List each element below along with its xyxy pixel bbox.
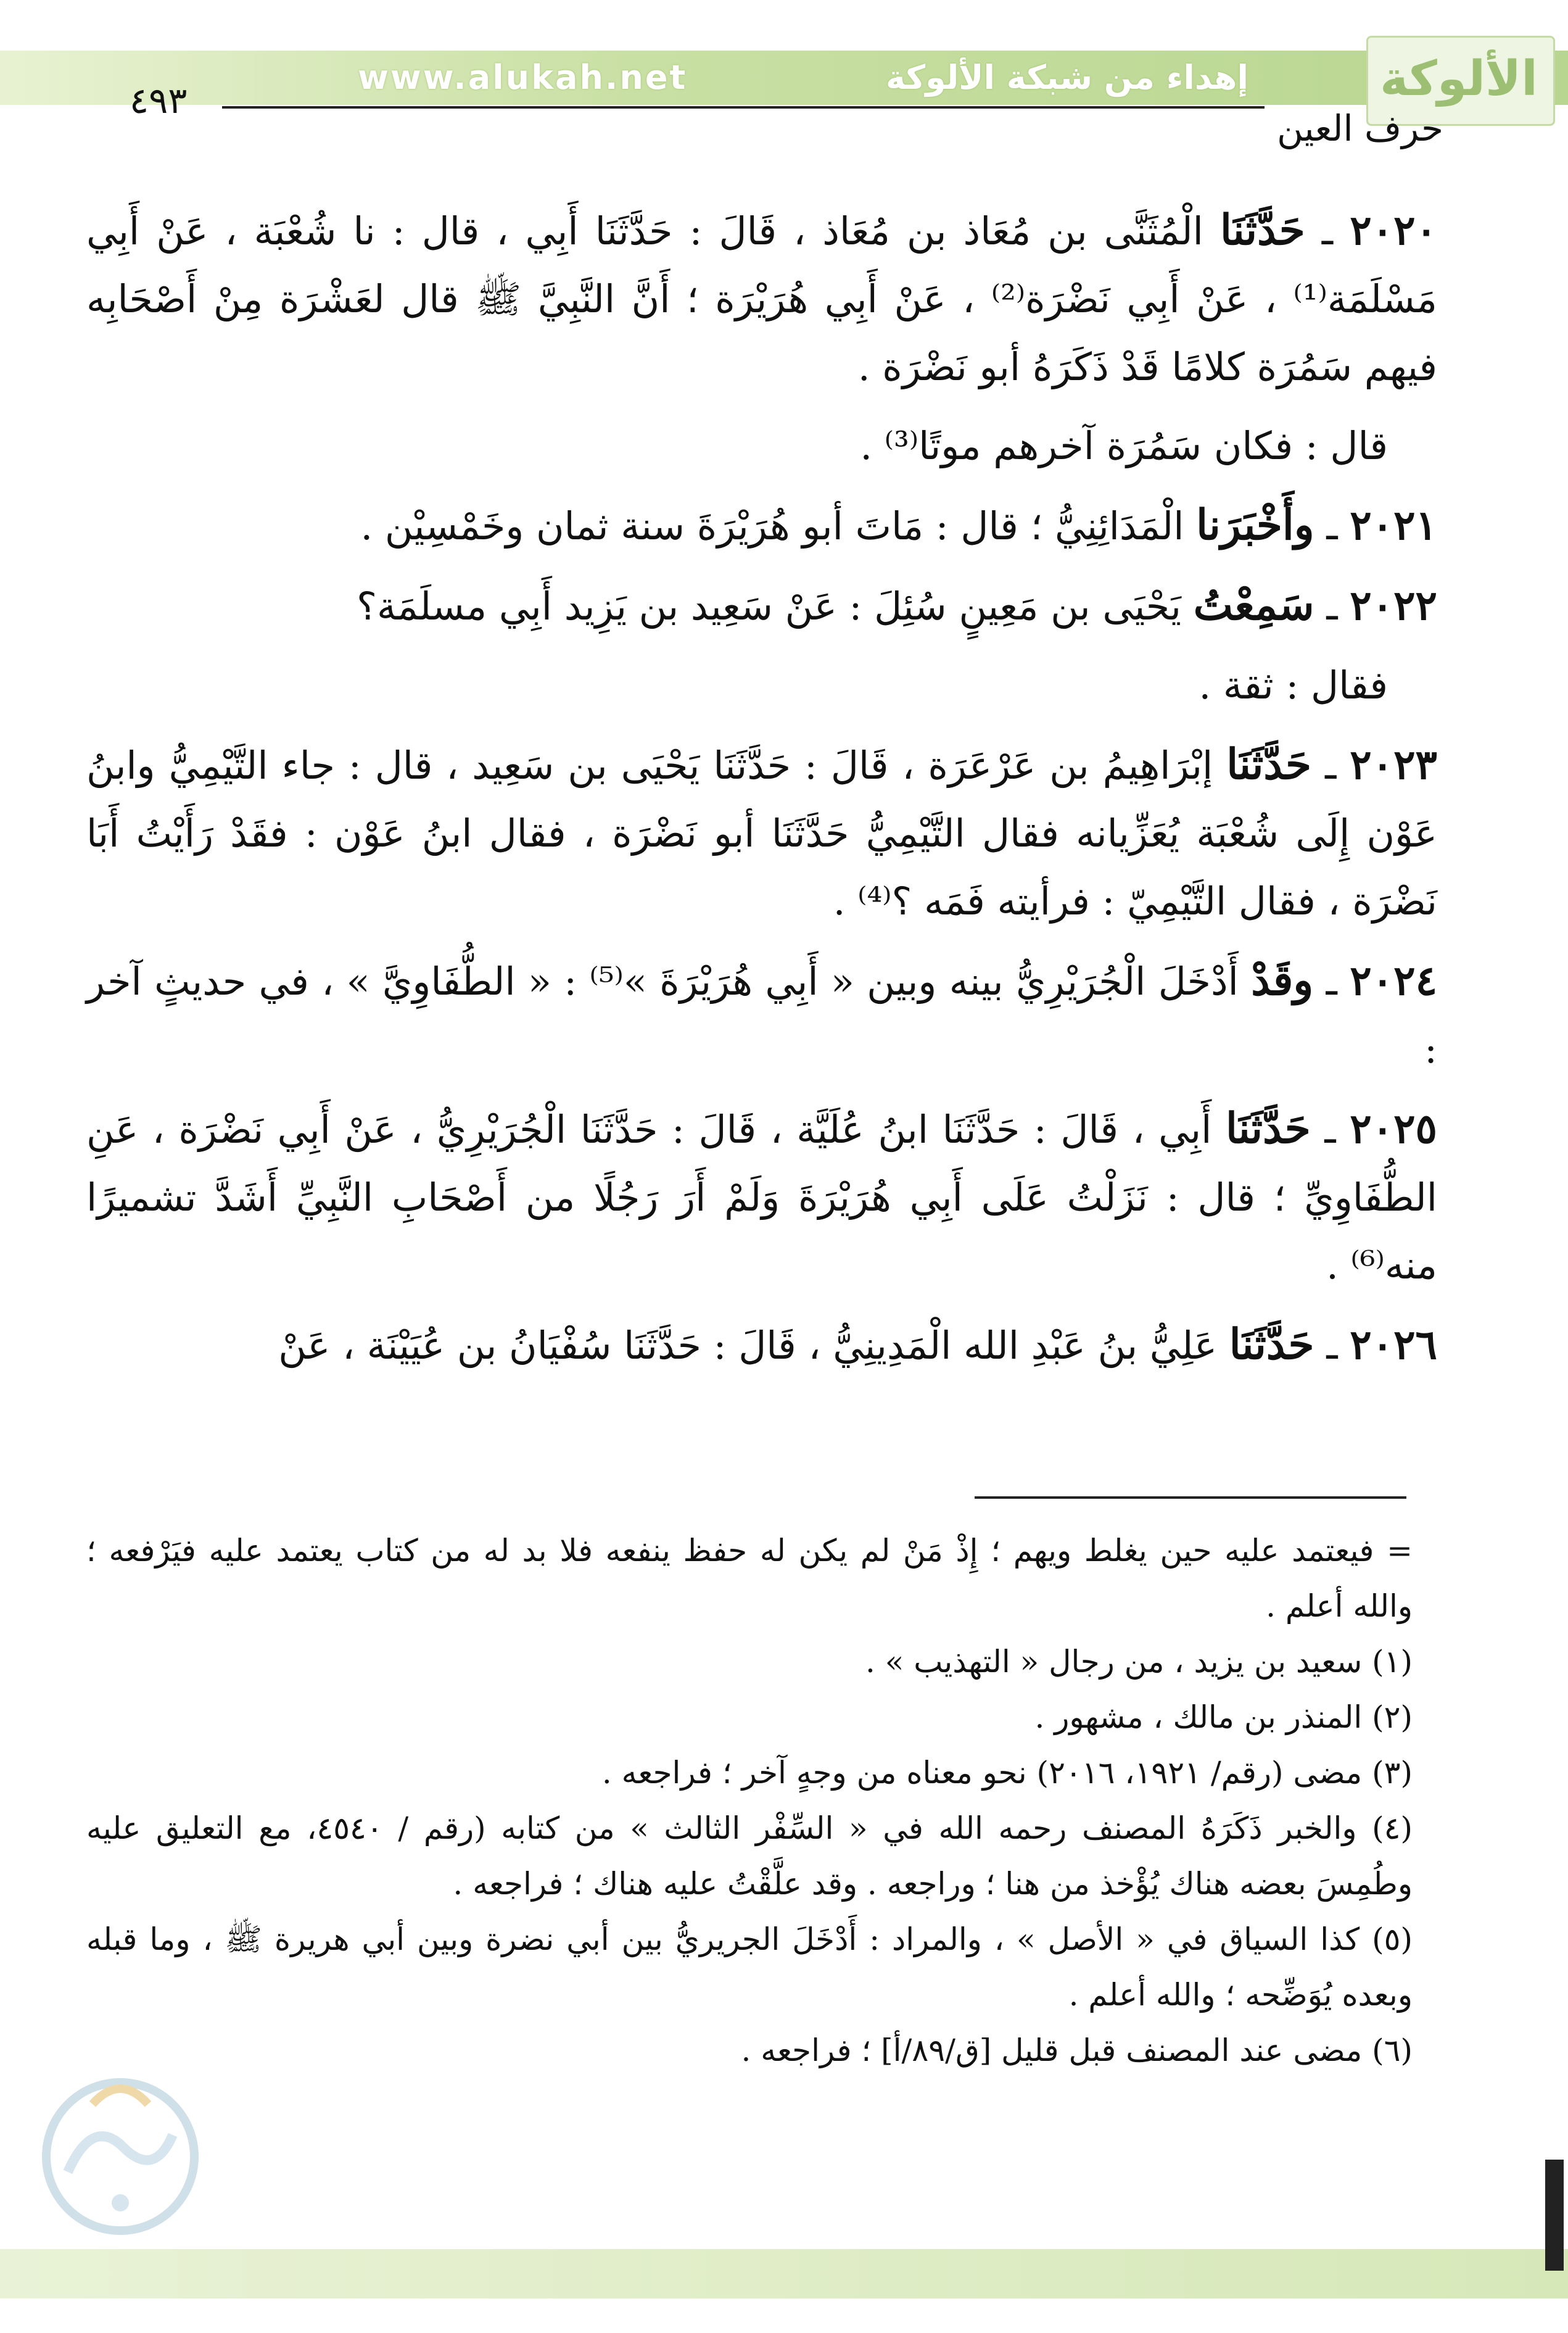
hadith-number: ٢٠٢٤ (1350, 956, 1438, 1005)
hadith-number: ٢٠٢٣ (1350, 740, 1437, 789)
banner-gift-text: إهداء من شبكة الألوكة (886, 58, 1248, 97)
hadith-lead: سَمِعْتُ (1193, 581, 1314, 630)
hadith-text: فقال : ثقة . (1199, 663, 1388, 708)
footnote-rule (975, 1496, 1406, 1499)
footnotes (86, 1523, 1413, 2220)
footnote-continuation: = فيعتمد عليه حين يغلط ويهم ؛ إِذْ مَنْ لم يكن له حفظ ينفعه فلا بد له من كتاب يعتمد عليه فيَرْفعه ؛ والله أعلم . (86, 1533, 1413, 1624)
footnote-2: (٢) المنذر بن مالك ، مشهور . (1034, 1699, 1413, 1735)
main-text (86, 196, 1437, 1467)
hadith-2024: ٢٠٢٤ ـ وقَدْ أَدْخَلَ الْجُرَيْرِيُّ بينه وبين « أَبِي هُرَيْرَةَ »⁽⁵⁾ : « الطُّفَاوِيَّ » ، في حديثٍ آخر : (86, 956, 1438, 1072)
running-title: حرف العين (1277, 107, 1443, 149)
footnote-6: (٦) مضى عند المصنف قبل قليل [ق/٨٩/أ] ؛ فراجعه . (741, 2033, 1413, 2068)
hadith-text: يَحْيَى بن مَعِينٍ سُئِلَ : عَنْ سَعِيد بن يَزِيد أَبِي مسلَمَة؟ (357, 584, 1182, 629)
page-edge-mark (1545, 2160, 1564, 2271)
hadith-lead: وأَخْبَرَنا (1196, 500, 1314, 550)
hadith-2026: ٢٠٢٦ ـ حَدَّثَنَا عَلِيُّ بنُ عَبْدِ الله الْمَدِينِيُّ ، قَالَ : حَدَّثَنَا سُفْيَانُ بن عُيَيْنَة ، عَنْ (278, 1320, 1437, 1369)
hadith-number: ٢٠٢١ (1350, 501, 1437, 549)
hadith-text: أَدْخَلَ الْجُرَيْرِيُّ بينه وبين « أَبِي هُرَيْرَةَ »⁽⁵⁾ : « الطُّفَاوِيَّ » ، في حديثٍ آخر : (86, 959, 1437, 1072)
hadith-lead: حَدَّثَنَا (1219, 205, 1305, 255)
header-rule (222, 106, 1265, 109)
alukah-logo-text: الألوكة (1380, 51, 1538, 107)
hadith-text: أَبِي ، قَالَ : حَدَّثَنَا ابنُ عُلَيَّة ، قَالَ : حَدَّثَنَا الْجُرَيْرِيُّ ، عَنْ أَبِي نَضْرَة ، عَنِ الطُّفَاوِيِّ ؛ قال : نَزَلْتُ عَلَى أَبِي هُرَيْرَةَ وَلَمْ أَرَ رَجُلًا من أَصْحَابِ النَّبِيِّ أَشَدَّ تشميرًا منه⁽⁶⁾ . (86, 1107, 1437, 1288)
hadith-2022: ٢٠٢٢ ـ سَمِعْتُ يَحْيَى بن مَعِينٍ سُئِلَ : عَنْ سَعِيد بن يَزِيد أَبِي مسلَمَة؟ (357, 581, 1437, 630)
hadith-number: ٢٠٢٢ (1350, 581, 1437, 629)
hadith-text: قال : فكان سَمُرَة آخرهم موتًا⁽³⁾ . (860, 423, 1388, 468)
hadith-lead: حَدَّثَنَا (1225, 1104, 1311, 1153)
hadith-text: إبْرَاهِيمُ بن عَرْعَرَة ، قَالَ : حَدَّثَنَا يَحْيَى بن سَعِيد ، قال : جاء التَّيْمِيُّ وابنُ عَوْن إِلَى شُعْبَة يُعَزِّيانه فقال التَّيْمِيُّ حَدَّثَنَا أبو نَضْرَة ، فقال ابنُ عَوْن : فقَدْ رَأَيْتُ أَبَا نَضْرَة ، فقال التَّيْمِيّ : فرأيته فَمَه ؟⁽⁴⁾ . (86, 743, 1437, 924)
hadith-text: عَلِيُّ بنُ عَبْدِ الله الْمَدِينِيُّ ، قَالَ : حَدَّثَنَا سُفْيَانُ بن عُيَيْنَة ، عَنْ (278, 1323, 1217, 1368)
top-banner (0, 51, 1568, 105)
hadith-number: ٢٠٢٥ (1350, 1104, 1437, 1153)
footnote-1: (١) سعيد بن يزيد ، من رجال « التهذيب » . (865, 1644, 1413, 1680)
hadith-lead: حَدَّثَنَا (1226, 740, 1312, 789)
bottom-band (0, 2249, 1568, 2298)
footnote-5: (٥) كذا السياق في « الأصل » ، والمراد : أَدْخَلَ الجريريُّ بين أبي نضرة وبين أبي هريرة ﷺ ، وما قبله وبعده يُوَضِّحه ؛ والله أعلم . (86, 1921, 1413, 2013)
hadith-2022-answer (86, 652, 1437, 719)
watermark-stamp-icon (19, 2049, 222, 2252)
hadith-2020: ٢٠٢٠ ـ حَدَّثَنَا الْمُثَنَّى بن مُعَاذ بن مُعَاذ ، قَالَ : حَدَّثَنَا أَبِي ، قال : نا شُعْبَة ، عَنْ أَبِي مَسْلَمَة⁽¹⁾ ، عَنْ أَبِي نَضْرَة⁽²⁾ ، عَنْ أَبِي هُرَيْرَة ؛ أَنَّ النَّبِيَّ ﷺ قال لعَشْرَة مِنْ أَصْحَابِه فيهم سَمُرَة كلامًا قَدْ ذَكَرَهُ أبو نَضْرَة . (86, 205, 1437, 389)
hadith-2023: ٢٠٢٣ ـ حَدَّثَنَا إبْرَاهِيمُ بن عَرْعَرَة ، قَالَ : حَدَّثَنَا يَحْيَى بن سَعِيد ، قال : جاء التَّيْمِيُّ وابنُ عَوْن إِلَى شُعْبَة يُعَزِّيانه فقال التَّيْمِيُّ حَدَّثَنَا أبو نَضْرَة ، فقال ابنُ عَوْن : فقَدْ رَأَيْتُ أَبَا نَضْرَة ، فقال التَّيْمِيّ : فرأيته فَمَه ؟⁽⁴⁾ . (86, 740, 1437, 924)
hadith-lead: وقَدْ (1251, 956, 1314, 1005)
hadith-number: ٢٠٢٦ (1350, 1320, 1437, 1369)
banner-site-url[interactable]: www.alukah.net (358, 58, 688, 97)
footnote-3: (٣) مضى (رقم/ ١٩٢١، ٢٠١٦) نحو معناه من وجهٍ آخر ؛ فراجعه . (601, 1755, 1413, 1791)
hadith-number: ٢٠٢٠ (1350, 206, 1437, 254)
hadith-2025: ٢٠٢٥ ـ حَدَّثَنَا أَبِي ، قَالَ : حَدَّثَنَا ابنُ عُلَيَّة ، قَالَ : حَدَّثَنَا الْجُرَيْرِيُّ ، عَنْ أَبِي نَضْرَة ، عَنِ الطُّفَاوِيِّ ؛ قال : نَزَلْتُ عَلَى أَبِي هُرَيْرَةَ وَلَمْ أَرَ رَجُلًا من أَصْحَابِ النَّبِيِّ أَشَدَّ تشميرًا منه⁽⁶⁾ . (86, 1104, 1437, 1288)
hadith-2020-note (86, 412, 1437, 480)
hadith-2021: ٢٠٢١ ـ وأَخْبَرَنا الْمَدَائِنِيُّ ؛ قال : مَاتَ أبو هُرَيْرَةَ سنة ثمان وخَمْسِيْن . (360, 500, 1437, 550)
page-number: ٤٩٣ (130, 80, 188, 122)
hadith-lead: حَدَّثَنَا (1229, 1320, 1314, 1369)
footnote-4: (٤) والخبر ذَكَرَهُ المصنف رحمه الله في « السِّفْر الثالث » من كتابه (رقم / ٤٥٤٠، مع التعليق عليه وطُمِسَ بعضه هناك يُؤْخذ من هنا ؛ وراجعه . وقد علَّقْتُ عليه هناك ؛ فراجعه . (86, 1810, 1413, 1902)
hadith-text: الْمُثَنَّى بن مُعَاذ بن مُعَاذ ، قَالَ : حَدَّثَنَا أَبِي ، قال : نا شُعْبَة ، عَنْ أَبِي مَسْلَمَة⁽¹⁾ ، عَنْ أَبِي نَضْرَة⁽²⁾ ، عَنْ أَبِي هُرَيْرَة ؛ أَنَّ النَّبِيَّ ﷺ قال لعَشْرَة مِنْ أَصْحَابِه فيهم سَمُرَة كلامًا قَدْ ذَكَرَهُ أبو نَضْرَة . (86, 209, 1437, 389)
hadith-text: الْمَدَائِنِيُّ ؛ قال : مَاتَ أبو هُرَيْرَةَ سنة ثمان وخَمْسِيْن . (360, 503, 1184, 549)
